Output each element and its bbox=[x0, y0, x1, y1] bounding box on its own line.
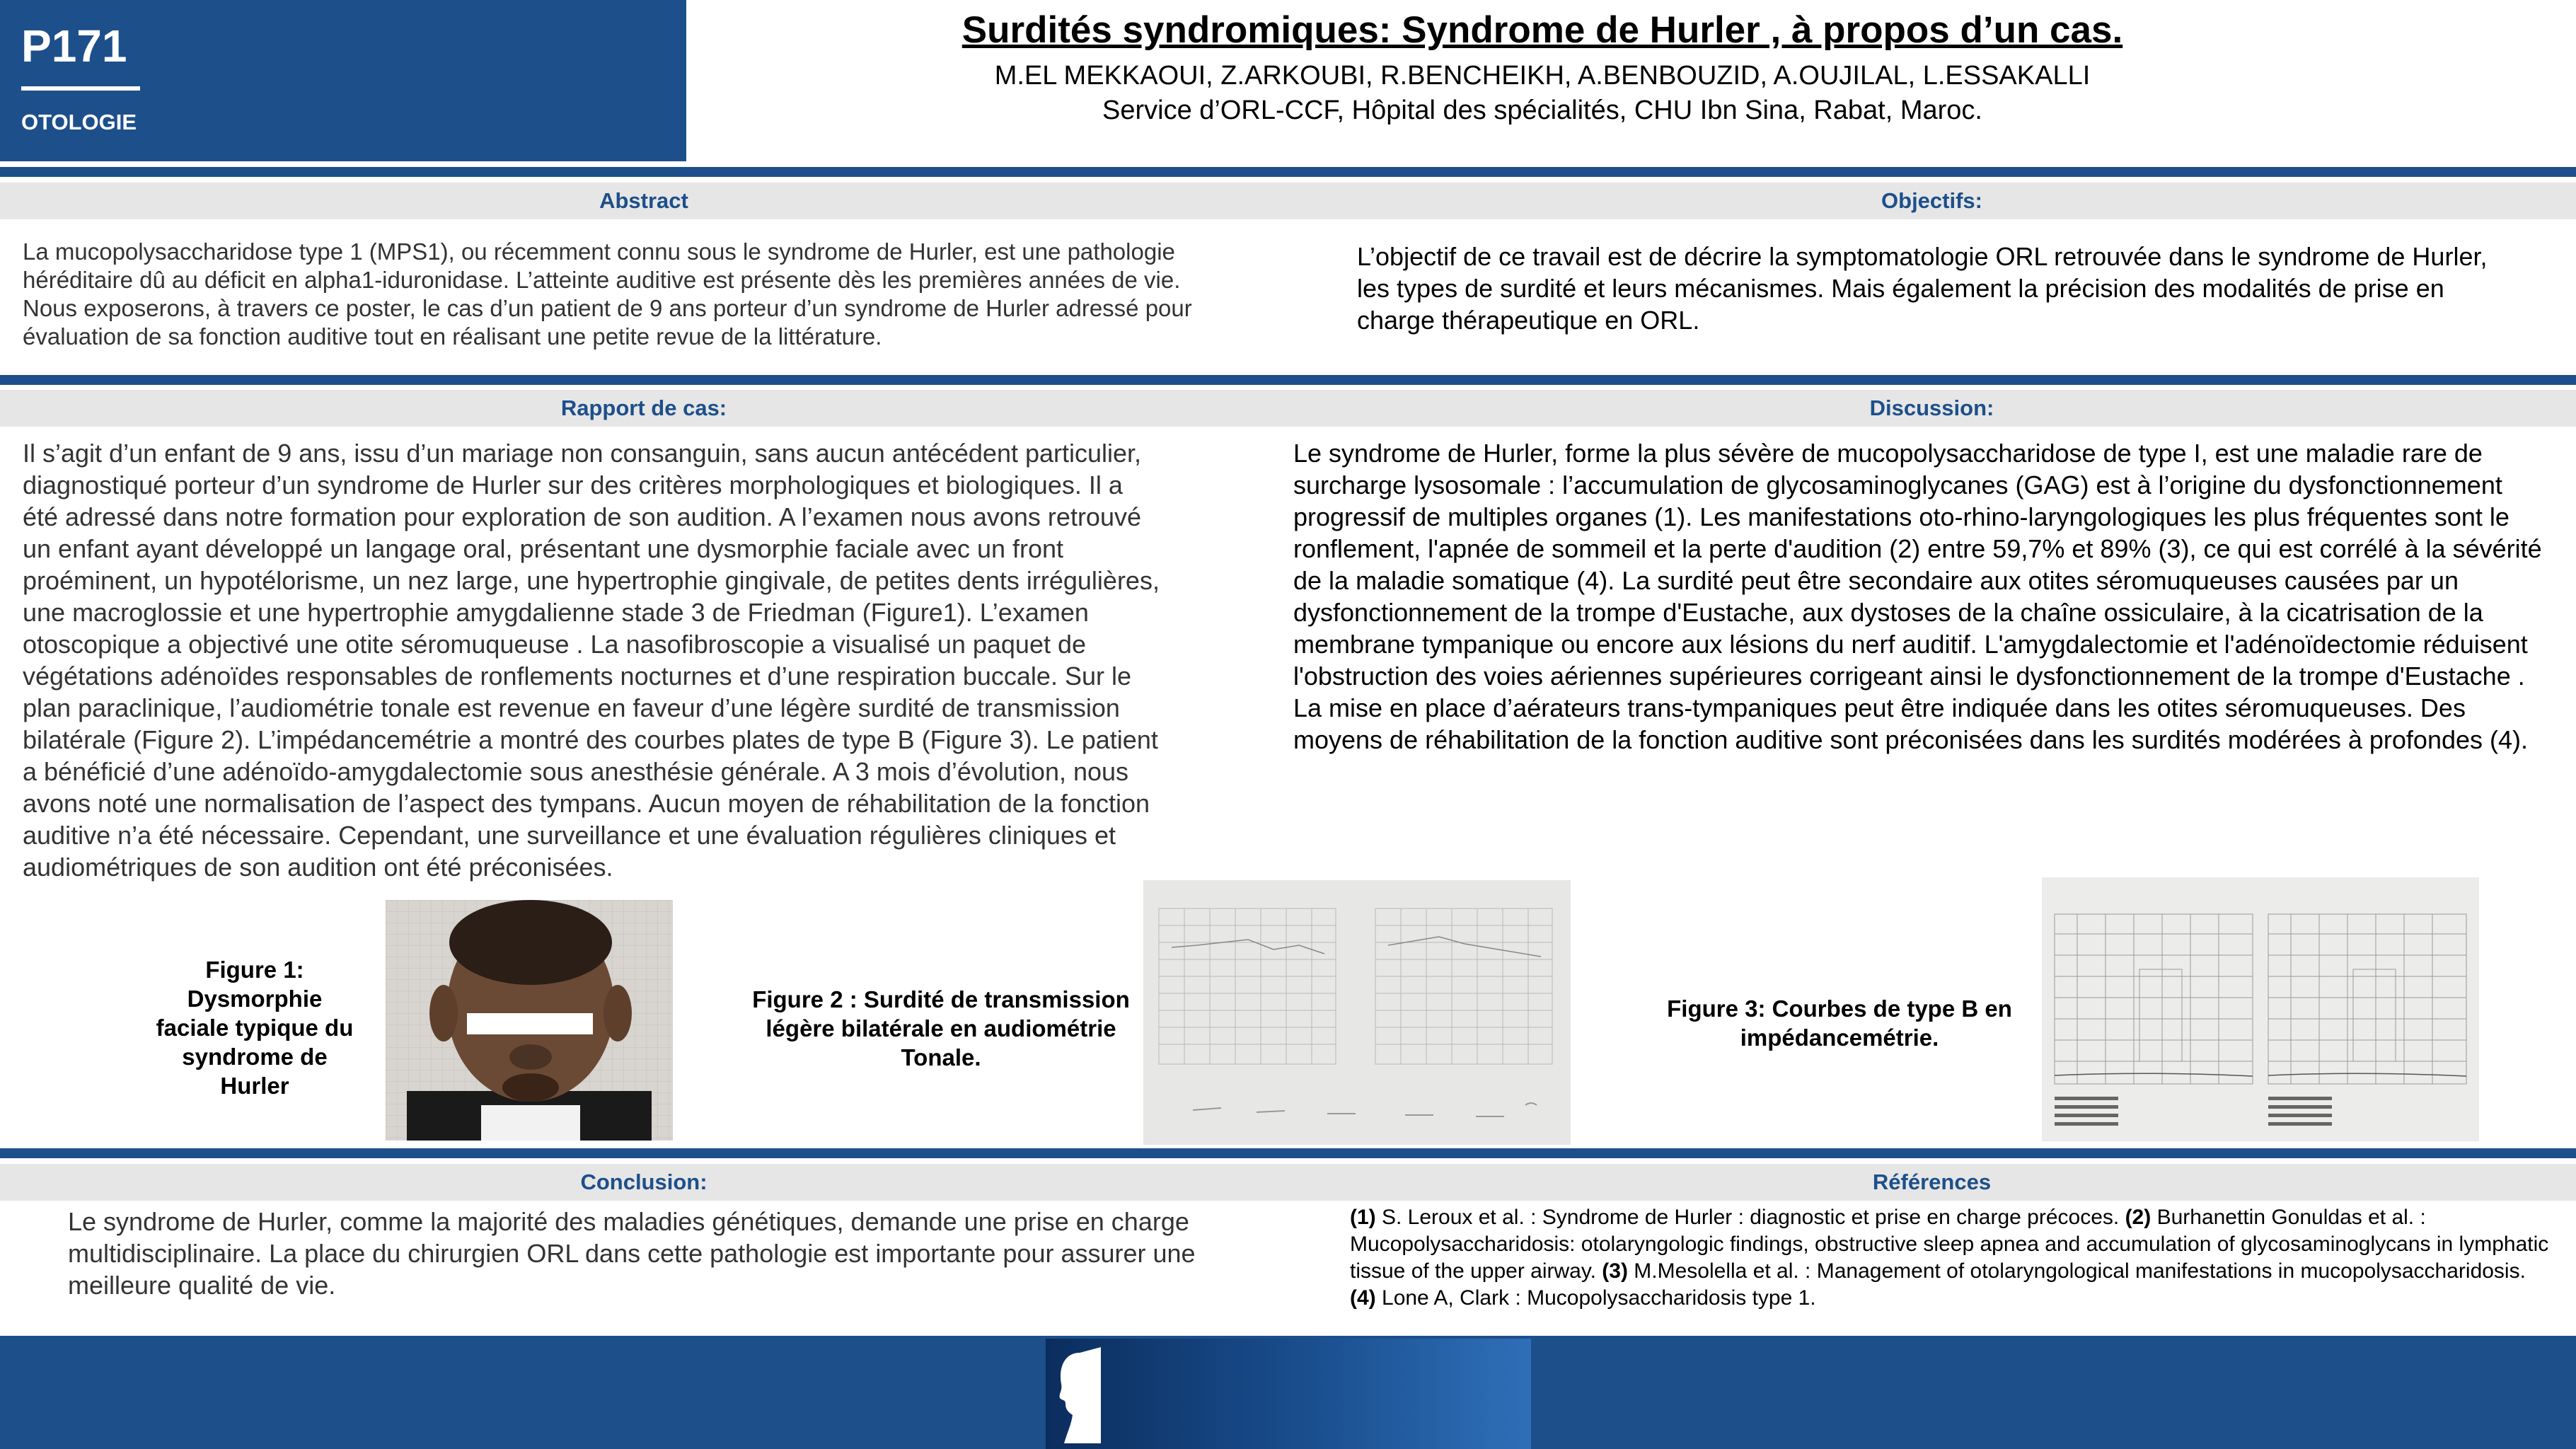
abstract-text: La mucopolysaccharidose type 1 (MPS1), ou récemment connu sous le syndrome de Hurler, est une pathologie héréditaire dû au déficit en alpha1-iduronidase. L’atteinte auditive est présente dès les premières années de vie. Nous exposerons, à travers ce poster, le cas d’un patient de 9 ans porteur d’un syndrome de Hurler adressé pour évaluation de sa fonction auditive tout en réalisant une petite revue de la littérature. bbox=[23, 238, 1192, 350]
poster-title: Surdités syndromiques: Syndrome de Hurler , à propos d’un cas. bbox=[961, 9, 2123, 51]
section-divider bbox=[0, 167, 2576, 177]
patient-face-photo bbox=[386, 900, 673, 1141]
objectifs-heading: Objectifs: bbox=[1881, 188, 1982, 213]
references-list bbox=[1350, 1204, 2553, 1312]
audiogram-image bbox=[1143, 880, 1571, 1145]
conclusion-heading: Conclusion: bbox=[580, 1170, 707, 1194]
case-report-text: Il s’agit d’un enfant de 9 ans, issu d’un mariage non consanguin, sans aucun antécédent particulier, diagnostiqué porteur d’un syndrome de Hurler sur des critères morphologiques et biologiques. Il a été adressé dans notre formation pour exploration de son audition. A l’examen nous avons retrouvé un enfant ayant développé un langage oral, présentant une dysmorphie faciale avec un front proéminent, un hypotélorisme, un nez large, une hypertrophie gingivale, de petites dents irrégulières, une macroglossie et une hypertrophie amygdalienne stade 3 de Friedman (Figure1). L’examen otoscopique a objectivé une otite séromuqueuse . La nasofibroscopie a visualisé un paquet de végétations adénoïdes responsables de ronflements nocturnes et d’une respiration buccale. Sur le plan paraclinique, l’audiométrie tonale est revenue en faveur d’une légère surdité de transmission bilatérale (Figure 2). L’impédancemétrie a montré des courbes plates de type B (Figure 3). Le patient a bénéficié d’une adénoïdo-amygdalectomie sous anesthésie générale. A 3 mois d’évolution, nous avons noté une normalisation de l’aspect des tympans. Aucun moyen de réhabilitation de la fonction auditive n’a été nécessaire. Cependant, une surveillance et une évaluation régulières cliniques et audiométriques de son audition ont été préconisées. bbox=[23, 439, 1160, 882]
poster-category: OTOLOGIE bbox=[21, 110, 137, 134]
reference-2-text: Burhanettin Gonuldas et al. : Mucopolysaccharidosis: otolaryngologic findings, obstructive sleep apnea and accumulation of glycosaminoglycans in lymphatic tissue of the upper airway. bbox=[1350, 1206, 2549, 1283]
reference-1-text: S. Leroux et al. : Syndrome de Hurler : diagnostic et prise en charge précoces. bbox=[1375, 1206, 2125, 1229]
reference-2-number: (2) bbox=[2125, 1206, 2152, 1229]
figure-1-caption: Figure 1: Dysmorphie faciale typique du syndrome de Hurler bbox=[156, 957, 354, 1099]
case-report-heading: Rapport de cas: bbox=[560, 396, 727, 420]
figure-3-caption: Figure 3: Courbes de type B en impédancemétrie. bbox=[1667, 995, 2012, 1051]
section-divider bbox=[0, 375, 2576, 385]
congress-logo bbox=[1046, 1339, 1531, 1449]
conclusion-text: Le syndrome de Hurler, comme la majorité des maladies génétiques, demande une prise en charge multidisciplinaire. La place du chirurgien ORL dans cette pathologie est importante pour assurer une meilleure qualité de vie. bbox=[68, 1207, 1196, 1300]
poster-authors: M.EL MEKKAOUI, Z.ARKOUBI, R.BENCHEIKH, A.BENBOUZID, A.OUJILAL, L.ESSAKALLI bbox=[994, 61, 2091, 91]
section-divider bbox=[0, 1148, 2576, 1158]
tympanogram-image bbox=[2042, 877, 2479, 1141]
reference-4-number: (4) bbox=[1350, 1286, 1376, 1310]
reference-3-text: M.Mesolella et al. : Management of otolaryngological manifestations in mucopolysaccharidosis. bbox=[1627, 1259, 2526, 1283]
discussion-heading: Discussion: bbox=[1869, 396, 1994, 420]
poster-number: P171 bbox=[21, 21, 127, 71]
figure-2-caption: Figure 2 : Surdité de transmission légère bilatérale en audiométrie Tonale. bbox=[752, 986, 1130, 1070]
discussion-text: Le syndrome de Hurler, forme la plus sévère de mucopolysaccharidose de type I, est une maladie rare de surcharge lysosomale : l’accumulation de glycosaminoglycanes (GAG) est à l’origine du dysfonctionnement progressif de multiples organes (1). Les manifestations oto-rhino-laryngologiques les plus fréquentes sont le ronflement, l'apnée de sommeil et la perte d'audition (2) entre 59,7% et 89% (3), ce qui est corrélé à la sévérité de la maladie somatique (4). La surdité peut être secondaire aux otites séromuqueuses causées par un dysfonctionnement de la trompe d'Eustache, aux dystoses de la chaîne ossiculaire, à la cicatrisation de la membrane tympanique ou encore aux lésions du nerf auditif. L'amygdalectomie et l'adénoïdectomie réduisent l'obstruction des voies aériennes supérieures corrigeant ainsi le dysfonctionnement de la trompe d'Eustache . La mise en place d’aérateurs trans-tympaniques peut être indiquée dans les otites séromuqueuses. Des moyens de réhabilitation de la fonction auditive sont préconisées dans les surdités modérées à profondes (4). bbox=[1293, 439, 2542, 754]
poster-id-divider bbox=[21, 86, 140, 91]
abstract-heading: Abstract bbox=[599, 188, 688, 213]
reference-4-text: Lone A, Clark : Mucopolysaccharidosis type 1. bbox=[1375, 1286, 1816, 1310]
poster-affiliation: Service d’ORL-CCF, Hôpital des spécialités, CHU Ibn Sina, Rabat, Maroc. bbox=[1102, 96, 1982, 125]
face-silhouette-icon bbox=[1051, 1347, 1101, 1443]
reference-1-number: (1) bbox=[1350, 1206, 1376, 1229]
references-heading: Références bbox=[1872, 1170, 1992, 1194]
objectifs-text: L’objectif de ce travail est de décrire la symptomatologie ORL retrouvée dans le syndrome de Hurler, les types de surdité et leurs mécanismes. Mais également la précision des modalités de prise en charge thérapeutique en ORL. bbox=[1357, 242, 2488, 335]
reference-3-number: (3) bbox=[1602, 1259, 1628, 1283]
